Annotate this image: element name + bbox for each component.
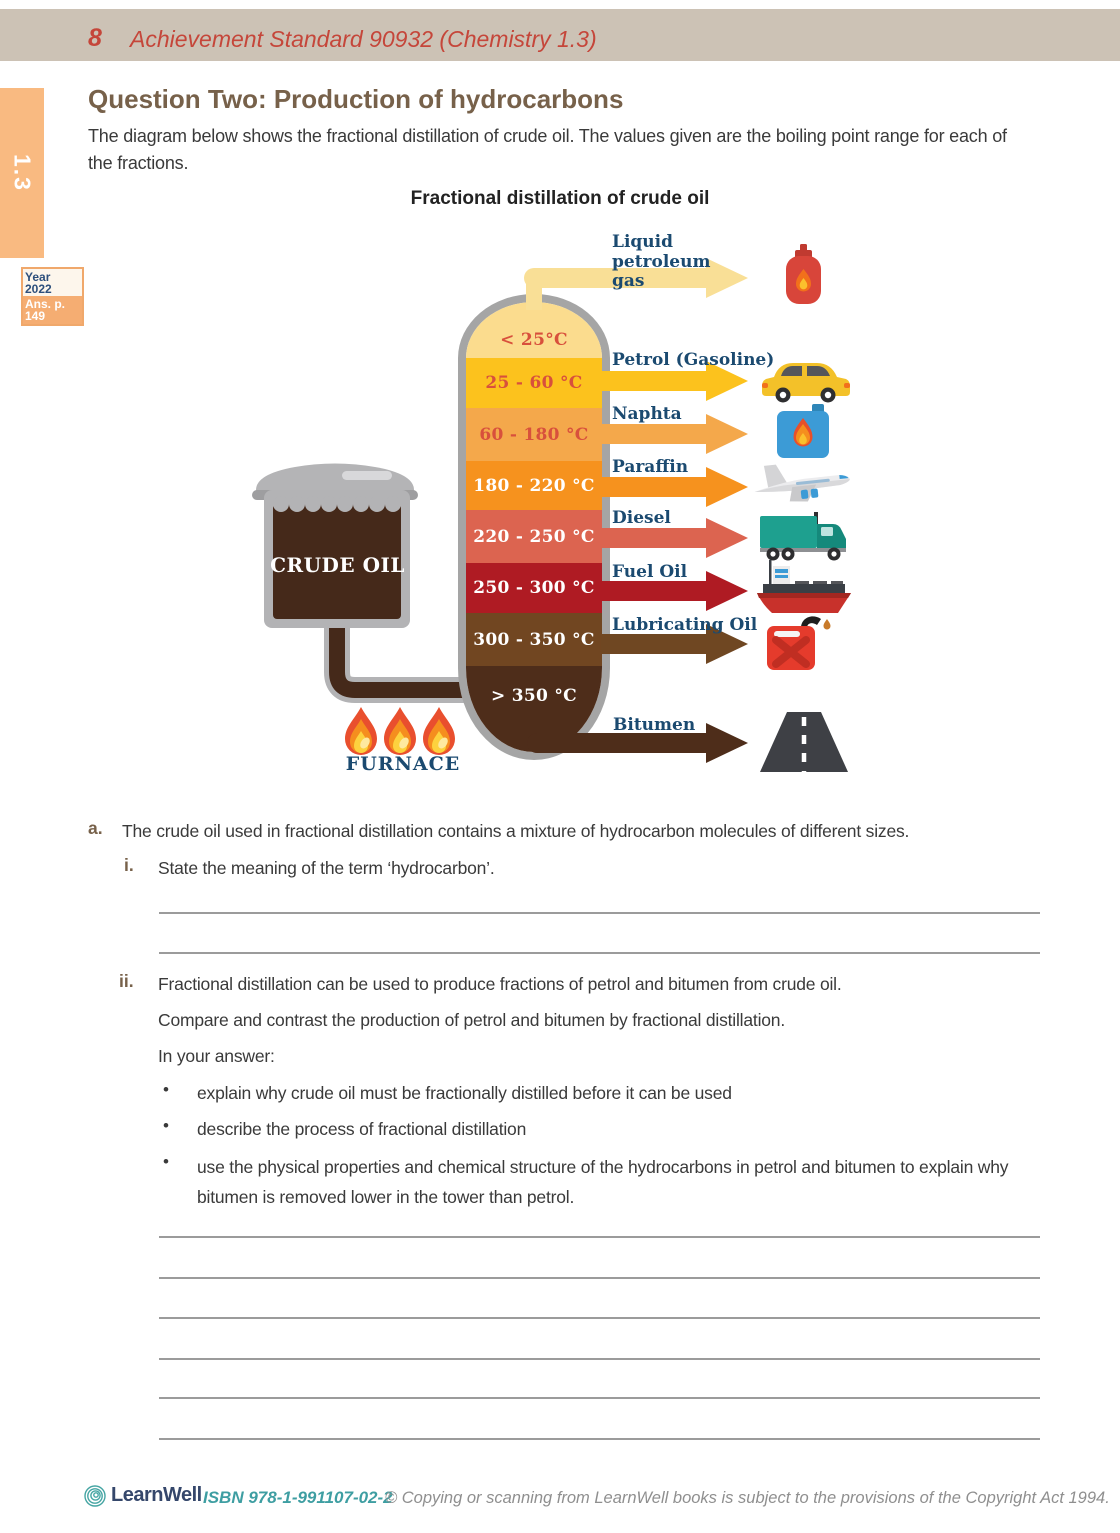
arrow-head-icon: [706, 518, 748, 558]
diagram-title: Fractional distillation of crude oil: [410, 188, 710, 209]
part-ii-text-2: Compare and contrast the production of petrol and bitumen by fractional distillation.: [158, 1010, 785, 1030]
product-label: Bitumen: [613, 715, 696, 735]
question-title: Question Two: Production of hydrocarbons: [88, 84, 624, 114]
arrow-head-icon: [706, 414, 748, 454]
crude-oil-label: CRUDE OIL: [270, 553, 405, 577]
airplane-icon: [752, 456, 852, 508]
bullet-item: explain why crude oil must be fractionally distilled before it can be used: [197, 1083, 732, 1103]
car-icon: [762, 357, 850, 403]
product-label: Paraffin: [612, 457, 689, 477]
product-arrow: [601, 528, 706, 548]
product-label: Diesel: [612, 508, 671, 528]
product-arrow: [601, 634, 706, 654]
header-title: Achievement Standard 90932 (Chemistry 1.3): [130, 26, 597, 52]
tower-fraction-band: [466, 302, 602, 358]
tower-fraction-band: [466, 563, 602, 613]
bullet-icon: •: [163, 1116, 169, 1135]
answer-line: [159, 952, 1040, 954]
fraction-temp-label: 60 - 180 °C: [479, 424, 589, 445]
fuel-canister-icon: [777, 404, 829, 458]
learnwell-logo-icon: [83, 1484, 107, 1508]
fraction-temp-label: 180 - 220 °C: [473, 475, 595, 496]
year-label: Year 2022: [23, 269, 82, 296]
fraction-temp-label: 250 - 300 °C: [473, 578, 595, 598]
furnace-flames-icon: [345, 707, 455, 755]
bullet-icon: •: [163, 1152, 169, 1171]
answer-line: [159, 1277, 1040, 1279]
part-ii-text-1: Fractional distillation can be used to produce fractions of petrol and bitumen from crude oil.: [158, 974, 842, 994]
page-number: 8: [88, 24, 102, 52]
answer-line: [159, 1438, 1040, 1440]
part-ii-marker: ii.: [119, 971, 134, 991]
tower-fraction-band: [466, 461, 602, 510]
crude-oil-pipe: [337, 620, 466, 690]
product-arrow: [601, 371, 706, 391]
footer-isbn: ISBN 978-1-991107-02-2: [203, 1488, 393, 1507]
product-label: Petrol (Gasoline): [612, 350, 775, 370]
arrow-head-icon: [706, 571, 748, 611]
answer-line: [159, 1358, 1040, 1360]
bullet-item: use the physical properties and chemical structure of the hydrocarbons in petrol and bitumen to explain why bitumen is removed lower in the tower than petrol.: [197, 1157, 1009, 1207]
furnace-label: FURNACE: [345, 753, 461, 775]
product-label: Lubricating Oil: [612, 615, 758, 635]
footer-brand: LearnWell: [111, 1484, 202, 1506]
answer-line: [159, 1236, 1040, 1238]
product-arrow: [601, 581, 706, 601]
product-label: Naphta: [612, 404, 682, 424]
year-answer-badge: [21, 267, 84, 326]
part-i-marker: i.: [124, 855, 134, 875]
answer-line: [159, 1397, 1040, 1399]
crude-oil-tank: [252, 464, 418, 629]
bullet-item: describe the process of fractional distillation: [197, 1119, 527, 1139]
fraction-temp-label: > 350 °C: [491, 686, 577, 706]
tower-fraction-band: [466, 510, 602, 563]
jerry-can-icon: [767, 612, 833, 670]
fraction-temp-label: < 25°C: [500, 330, 568, 350]
road-icon: [760, 712, 848, 772]
fraction-temp-label: 220 - 250 °C: [473, 526, 595, 547]
answer-line: [159, 912, 1040, 914]
arrow-head-icon: [706, 467, 748, 507]
part-a-text: The crude oil used in fractional distillation contains a mixture of hydrocarbon molecules of different sizes.: [122, 821, 910, 841]
tower-fraction-band: [466, 613, 602, 666]
ship-icon: [757, 560, 851, 616]
bullet-icon: •: [163, 1080, 169, 1099]
tower-fraction-band: [466, 408, 602, 461]
answer-ref-label: Ans. p. 149: [23, 296, 82, 324]
chapter-tab-label: 1.3: [9, 154, 36, 192]
question-intro: The diagram below shows the fractional distillation of crude oil. The values given are the boiling point range for each of the fractions.: [88, 126, 1007, 173]
part-a-marker: a.: [88, 818, 103, 838]
part-i-text: State the meaning of the term ‘hydrocarbon’.: [158, 858, 495, 878]
gas-cylinder-icon: [780, 243, 828, 305]
distillation-tower: [458, 294, 610, 760]
truck-icon: [760, 512, 850, 562]
fraction-temp-label: 300 - 350 °C: [473, 629, 595, 650]
product-arrow: [601, 424, 706, 444]
fraction-temp-label: 25 - 60 °C: [485, 373, 583, 393]
product-arrow: [527, 733, 706, 753]
tower-fraction-band: [466, 358, 602, 408]
part-ii-text-3: In your answer:: [158, 1046, 275, 1066]
chapter-tab: [0, 88, 44, 258]
answer-line: [159, 1317, 1040, 1319]
product-label: Liquid petroleum gas: [612, 232, 711, 292]
footer-copyright: © Copying or scanning from LearnWell books is subject to the provisions of the Copyright Act 1994.: [385, 1489, 1110, 1507]
arrow-head-icon: [706, 723, 748, 763]
product-label: Fuel Oil: [612, 562, 688, 582]
product-arrow: [601, 477, 706, 497]
